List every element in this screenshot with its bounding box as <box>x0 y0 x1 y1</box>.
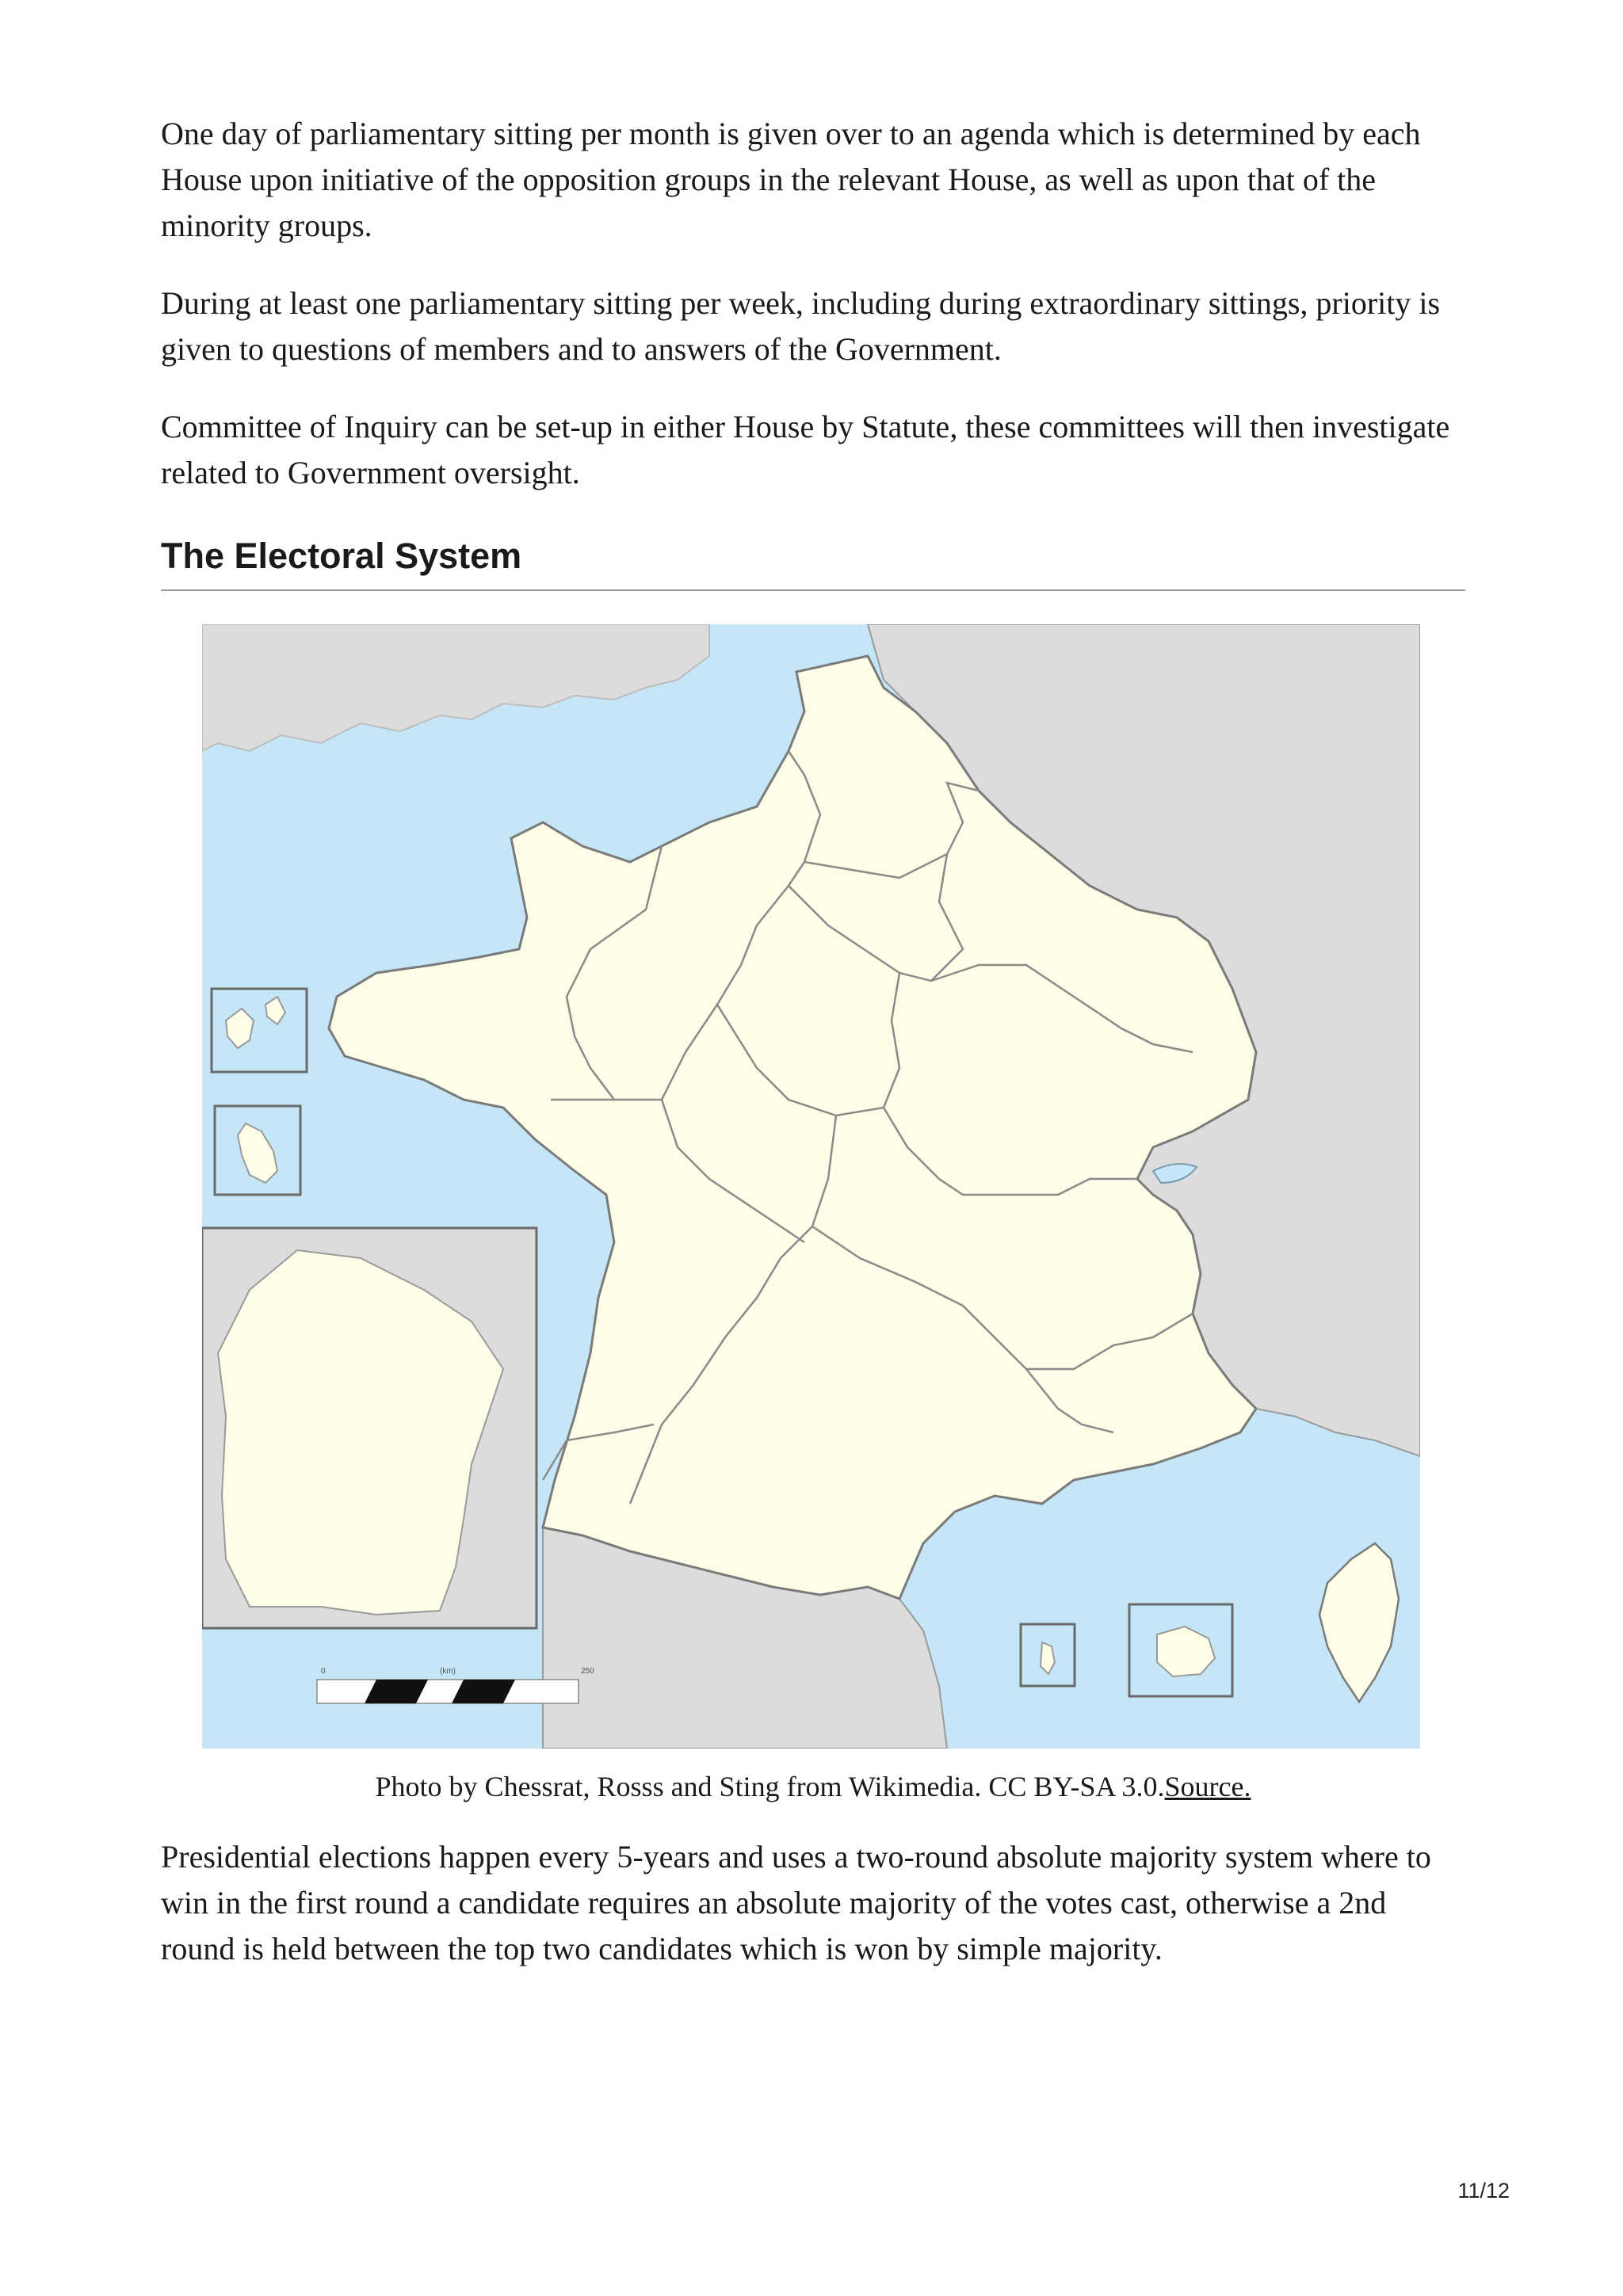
paragraph-opposition-agenda: One day of parliamentary sitting per month is given over to an agenda which is determined by each House upon initiative of the opposition groups in the relevant House, as well as upon that of the minority groups. <box>161 116 1421 243</box>
page-number: 11/12 <box>1457 2179 1510 2203</box>
scale-end-label: 250 <box>581 1667 594 1676</box>
section-heading: The Electoral System <box>161 534 1465 591</box>
paragraph-committee-inquiry: Committee of Inquiry can be set-up in either House by Statute, these committees will then investigate related to Government oversight. <box>161 409 1450 490</box>
paragraph-questions-priority: During at least one parliamentary sitting per week, including during extraordinary sittings, priority is given to questions of members and to answers of the Government. <box>161 285 1441 367</box>
image-caption <box>161 1769 1465 1804</box>
scale-start-label: 0 <box>321 1667 326 1676</box>
scale-unit-label: (km) <box>440 1667 456 1676</box>
inset-guadeloupe <box>212 989 307 1072</box>
caption-text: Photo by Chessrat, Rosss and Sting from Wikimedia. CC BY-SA 3.0. <box>375 1771 1165 1802</box>
article-content <box>161 111 1465 2004</box>
france-regions-map <box>202 624 1420 1749</box>
paragraph-presidential-elections: Presidential elections happen every 5-years and uses a two-round absolute majority system where to win in the first round a candidate requires an absolute majority of the votes cast, otherwise a 2nd round is held between the top two candidates which is won by simple majority. <box>161 1839 1431 1966</box>
source-link[interactable]: Source. <box>1164 1771 1251 1802</box>
